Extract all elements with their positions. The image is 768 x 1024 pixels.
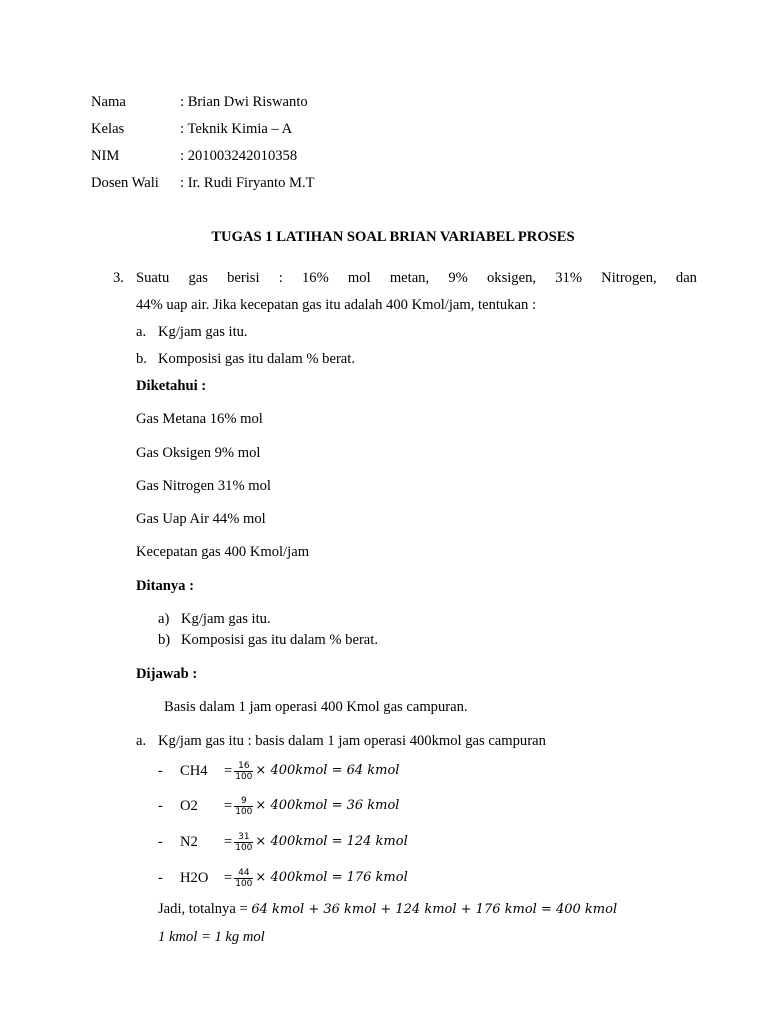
eq-dash: - bbox=[158, 763, 163, 779]
document-title: TUGAS 1 LATIHAN SOAL BRIAN VARIABEL PROSES bbox=[211, 229, 575, 245]
word: metan, bbox=[389, 270, 430, 286]
question-number: 3. bbox=[113, 270, 124, 286]
word: 9% bbox=[448, 270, 468, 286]
eq-denominator: 100 bbox=[235, 842, 253, 853]
eq-label: H2O bbox=[180, 870, 209, 886]
eq-numerator: 31 bbox=[234, 832, 253, 843]
word: Suatu bbox=[136, 270, 170, 286]
eq-numerator: 9 bbox=[234, 796, 253, 807]
eq-dash: - bbox=[158, 834, 163, 850]
eq-fraction bbox=[234, 761, 253, 782]
ditanya-item-b: Komposisi gas itu dalam % berat. bbox=[181, 632, 378, 648]
eq-fraction bbox=[234, 868, 253, 889]
word: Nitrogen, bbox=[601, 270, 657, 286]
label-nama: Nama bbox=[91, 94, 126, 110]
question-line-2: 44% uap air. Jika kecepatan gas itu adalah 400 Kmol/jam, tentukan : bbox=[136, 297, 536, 313]
diketahui-line: Gas Metana 16% mol bbox=[136, 411, 263, 427]
word: oksigen, bbox=[486, 270, 537, 286]
value-nama: : Brian Dwi Riswanto bbox=[180, 94, 308, 110]
word: 16% bbox=[301, 270, 329, 286]
label-kelas: Kelas bbox=[91, 121, 125, 137]
eq-sign: = bbox=[224, 870, 233, 886]
word: berisi bbox=[227, 270, 260, 286]
eq-numerator: 16 bbox=[234, 761, 253, 772]
question-item-marker-a: a. bbox=[136, 324, 147, 340]
eq-dash: - bbox=[158, 870, 163, 886]
word: gas bbox=[188, 270, 208, 286]
eq-fraction bbox=[234, 796, 253, 817]
total-math: 64 kmol + 36 kmol + 124 kmol + 176 kmol = 400 kmol bbox=[251, 902, 618, 917]
question-item-marker-b: b. bbox=[136, 351, 147, 367]
eq-label: O2 bbox=[180, 798, 198, 814]
word: mol bbox=[347, 270, 371, 286]
dijawab-heading: Dijawab : bbox=[136, 666, 198, 682]
value-kelas: : Teknik Kimia – A bbox=[180, 121, 293, 137]
ditanya-heading: Ditanya : bbox=[136, 578, 194, 594]
eq-sign: = bbox=[224, 834, 233, 850]
conversion-note: 1 kmol = 1 kg mol bbox=[158, 929, 265, 945]
label-nim: NIM bbox=[91, 148, 120, 164]
eq-denominator: 100 bbox=[235, 806, 253, 817]
total-line bbox=[158, 900, 617, 919]
word: dan bbox=[675, 270, 697, 286]
eq-sign: = bbox=[224, 798, 233, 814]
value-dosen-wali: : Ir. Rudi Firyanto M.T bbox=[180, 175, 315, 191]
diketahui-line: Gas Nitrogen 31% mol bbox=[136, 478, 271, 494]
eq-dash: - bbox=[158, 798, 163, 814]
label-dosen-wali: Dosen Wali bbox=[91, 175, 159, 191]
equation-ch4 bbox=[158, 758, 399, 784]
eq-result: × 400kmol = 36 kmol bbox=[255, 798, 400, 813]
equation-n2 bbox=[158, 829, 408, 855]
word: 31% bbox=[555, 270, 582, 286]
word: : bbox=[278, 270, 283, 286]
diketahui-heading: Diketahui : bbox=[136, 378, 207, 394]
diketahui-line: Gas Uap Air 44% mol bbox=[136, 511, 266, 527]
equation-h2o bbox=[158, 865, 408, 891]
eq-result: × 400kmol = 176 kmol bbox=[255, 870, 408, 885]
ditanya-marker-b: b) bbox=[158, 632, 171, 648]
question-item-b: Komposisi gas itu dalam % berat. bbox=[158, 351, 355, 367]
eq-numerator: 44 bbox=[234, 868, 253, 879]
question-item-a: Kg/jam gas itu. bbox=[158, 324, 248, 340]
value-nim: : 201003242010358 bbox=[180, 148, 298, 164]
ditanya-marker-a: a) bbox=[158, 611, 170, 627]
diketahui-line: Gas Oksigen 9% mol bbox=[136, 445, 261, 461]
eq-result: × 400kmol = 64 kmol bbox=[255, 763, 400, 778]
eq-denominator: 100 bbox=[235, 878, 253, 889]
dijawab-basis: Basis dalam 1 jam operasi 400 Kmol gas campuran. bbox=[164, 699, 468, 715]
eq-label: N2 bbox=[180, 834, 198, 850]
diketahui-line: Kecepatan gas 400 Kmol/jam bbox=[136, 544, 310, 560]
question-line-1 bbox=[136, 269, 697, 287]
eq-denominator: 100 bbox=[235, 771, 253, 782]
eq-sign: = bbox=[224, 763, 233, 779]
total-prefix: Jadi, totalnya = bbox=[158, 901, 252, 917]
equation-o2 bbox=[158, 793, 399, 819]
part-a-marker: a. bbox=[136, 733, 147, 749]
part-a-text: Kg/jam gas itu : basis dalam 1 jam operasi 400kmol gas campuran bbox=[158, 733, 546, 749]
eq-result: × 400kmol = 124 kmol bbox=[255, 834, 408, 849]
ditanya-item-a: Kg/jam gas itu. bbox=[181, 611, 271, 627]
eq-label: CH4 bbox=[180, 763, 208, 779]
eq-fraction bbox=[234, 832, 253, 853]
